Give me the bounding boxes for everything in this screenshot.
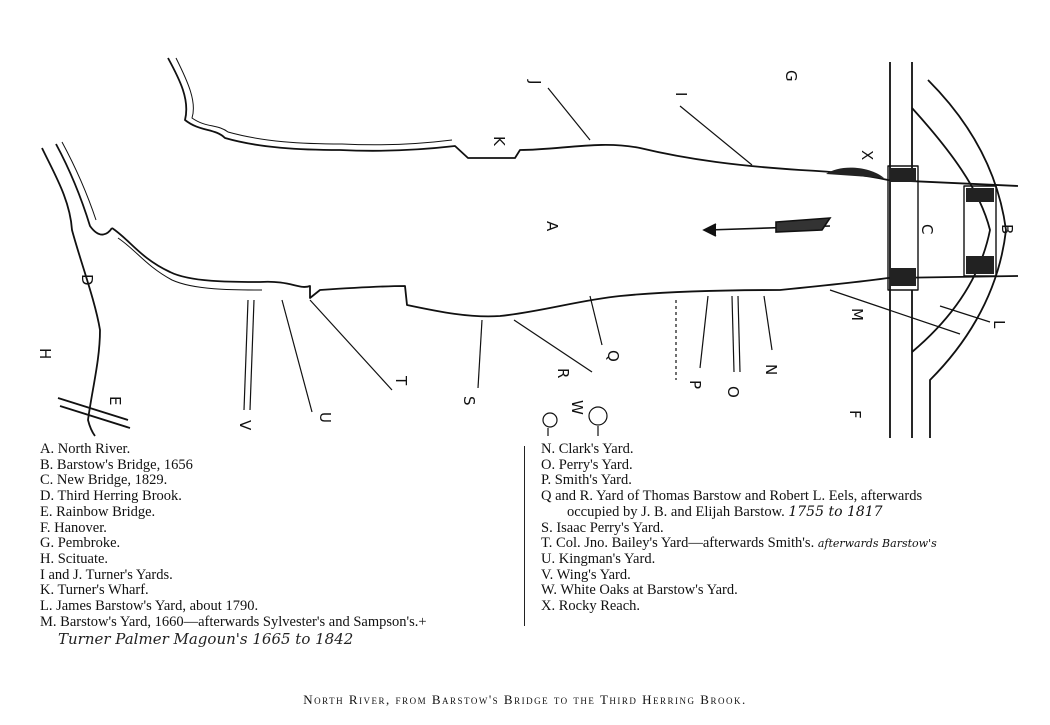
label-J: J <box>526 80 544 85</box>
legend-item: E. Rainbow Bridge. <box>40 503 156 520</box>
rocky-reach <box>826 168 884 178</box>
label-O: O <box>724 386 742 398</box>
label-T: T <box>392 376 410 386</box>
legend-item: P. Smith's Yard. <box>541 472 632 489</box>
legend-item: O. Perry's Yard. <box>541 456 633 473</box>
legend-divider <box>524 446 525 626</box>
label-G: G <box>782 70 800 82</box>
legend-item: U. Kingman's Yard. <box>541 550 656 567</box>
handwritten-note-barstows: afterwards Barstow's <box>817 537 937 551</box>
legend-item <box>541 536 1046 552</box>
legend-item: A. North River. <box>40 441 131 457</box>
legend-item: N. Clark's Yard. <box>541 441 634 457</box>
legend-item: F. Hanover. <box>40 519 107 536</box>
label-D: D <box>78 274 96 286</box>
label-M: M <box>848 308 866 321</box>
legend-item: H. Scituate. <box>40 550 109 567</box>
map-caption: North River, from Barstow's Bridge to the Third Herring Brook. <box>303 692 747 707</box>
legend-item: S. Isaac Perry's Yard. <box>541 519 664 536</box>
third-herring-brook <box>42 148 100 436</box>
label-N: N <box>762 364 780 376</box>
label-Q: Q <box>604 350 622 362</box>
label-F: F <box>846 410 864 419</box>
legend-item: L. James Barstow's Yard, about 1790. <box>40 598 259 615</box>
label-C: C <box>918 224 936 235</box>
label-V: V <box>236 420 254 431</box>
label-S: S <box>460 396 478 406</box>
legend-item: G. Pembroke. <box>40 535 121 552</box>
legend-item: I and J. Turner's Yards. <box>40 566 173 583</box>
flow-arrow-icon <box>704 218 830 236</box>
legend-item: Q and R. Yard of Thomas Barstow and Robert L. Eels, afterwards <box>541 488 923 505</box>
label-E: E <box>106 396 124 406</box>
legend-left <box>40 442 520 630</box>
label-X: X <box>858 150 876 161</box>
label-R: R <box>554 368 572 379</box>
legend-item-text: occupied by J. B. and Elijah Barstow. <box>567 503 785 520</box>
legend-item-text: T. Col. Jno. Bailey's Yard—afterwards Smith's. <box>541 535 815 552</box>
handwritten-note-magoun: Turner Palmer Magoun's 1665 to 1842 <box>58 630 354 648</box>
legend-item: W. White Oaks at Barstow's Yard. <box>541 582 738 599</box>
handwritten-note-dates: 1755 to 1817 <box>788 503 883 520</box>
label-L: L <box>990 320 1008 329</box>
label-K: K <box>490 136 508 146</box>
road <box>890 62 912 438</box>
legend-item: X. Rocky Reach. <box>541 598 641 615</box>
label-H: H <box>36 348 54 360</box>
legend-item <box>541 505 1046 521</box>
legend-item: C. New Bridge, 1829. <box>40 472 168 489</box>
label-I: I <box>672 92 690 97</box>
legend-item: K. Turner's Wharf. <box>40 582 149 599</box>
legend-item: M. Barstow's Yard, 1660—afterwards Sylvester's and Sampson's.+ <box>40 613 427 630</box>
label-A: A <box>543 221 561 232</box>
label-W: W <box>568 400 586 415</box>
legend-item: V. Wing's Yard. <box>541 566 631 583</box>
label-P: P <box>686 380 704 390</box>
legend-item: D. Third Herring Brook. <box>40 488 182 505</box>
label-U: U <box>316 412 334 423</box>
legend-right <box>541 442 1046 615</box>
label-B: B <box>998 224 1016 235</box>
legend-item: B. Barstow's Bridge, 1656 <box>40 456 193 473</box>
